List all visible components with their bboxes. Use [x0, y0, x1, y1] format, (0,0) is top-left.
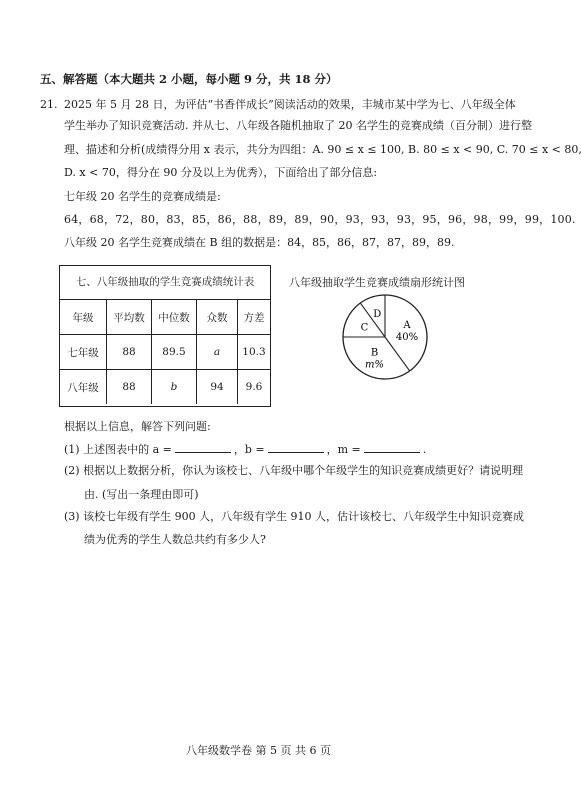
sub-question-3: (3) 该校七年级有学生 900 人，八年级有学生 910 人，估计该校七、八年级学生中知识竞赛成 [64, 510, 525, 523]
sub-question-2-continued: 由. (写出一条理由即可) [84, 488, 199, 501]
answer-blank-m[interactable] [364, 442, 420, 453]
question-text-line: 学生举办了知识竞赛活动. 并从七、八年级各随机抽取了 20 名学生的竞赛成绩（百分制）进行整 [64, 119, 532, 132]
table-row [60, 370, 270, 405]
question-text-line: 2025 年 5 月 28 日，为评估“书香伴成长”阅读活动的效果，丰城市某中学为七、八年级全体 [64, 98, 516, 111]
pie-chart [330, 292, 440, 382]
question-text-line: 七年级 20 名学生的竞赛成绩是: [64, 190, 221, 203]
table-cell: 七年级 [60, 335, 107, 370]
answer-intro: 根据以上信息，解答下列问题: [64, 420, 211, 433]
table-cell: b [152, 370, 197, 405]
pie-sector-label-c: C [360, 322, 369, 334]
sub-question-1-m: ，m = [326, 443, 361, 456]
table-header-row [60, 300, 270, 335]
table-cell: 八年级 [60, 370, 107, 405]
page-footer: 八年级数学卷 第 5 页 共 6 页 [186, 744, 331, 757]
table-header-cell: 众数 [197, 300, 238, 335]
section-heading: 五、解答题（本大题共 2 小题，每小题 9 分，共 18 分） [40, 72, 338, 86]
table-cell: 9.6 [238, 370, 271, 405]
pie-sector-label-b: B [370, 347, 379, 359]
table-cell: 94 [197, 370, 238, 405]
question-number: 21. [40, 98, 58, 111]
sub-question-3-continued: 绩为优秀的学生人数总共约有多少人? [84, 533, 266, 546]
table-header-cell: 平均数 [107, 300, 152, 335]
sub-question-1-prefix: (1) 上述图表中的 a = [64, 443, 172, 456]
sub-question-1-end: . [422, 443, 427, 456]
table-header-cell: 方差 [238, 300, 271, 335]
table-cell: 10.3 [238, 335, 271, 370]
question-text-line: 理、描述和分析(成绩得分用 x 表示，共分为四组：A. 90 ≤ x ≤ 100, B. 80 ≤ x < 90, C. 70 ≤ x < 80, [64, 143, 582, 156]
sub-question-1-b: ，b = [233, 443, 265, 456]
table-header-cell: 年级 [60, 300, 107, 335]
table-cell: 89.5 [152, 335, 197, 370]
pie-chart-title: 八年级抽取学生竞赛成绩扇形统计图 [289, 276, 465, 289]
table-cell: 88 [107, 335, 152, 370]
answer-blank-a[interactable] [175, 442, 231, 453]
grade7-scores: 64，68，72，80，83，85，86，88，89，89，90，93，93，93，95，96，98，99，99，100. [64, 213, 576, 226]
pie-sector-value-b: m% [365, 359, 385, 371]
grade8-b-group-scores: 八年级 20 名学生竞赛成绩在 B 组的数据是：84，85，86，87，87，89，89. [64, 236, 455, 249]
statistics-table [59, 265, 271, 407]
pie-sector-label-a: A [403, 319, 411, 331]
table-title: 七、八年级抽取的学生竞赛成绩统计表 [60, 266, 270, 300]
sub-question-2: (2) 根据以上数据分析，你认为该校七、八年级中哪个年级学生的知识竞赛成绩更好？请说明理 [64, 464, 524, 477]
table-cell: a [197, 335, 238, 370]
statistics-grid [60, 300, 270, 404]
table-header-cell: 中位数 [152, 300, 197, 335]
sub-question-1 [64, 442, 426, 457]
table-row [60, 335, 270, 370]
question-text-line: D. x < 70，得分在 90 分及以上为优秀），下面给出了部分信息: [64, 166, 378, 179]
answer-blank-b[interactable] [268, 442, 324, 453]
pie-sector-value-a: 40% [395, 331, 419, 343]
table-cell: 88 [107, 370, 152, 405]
pie-sector-label-d: D [373, 309, 382, 321]
